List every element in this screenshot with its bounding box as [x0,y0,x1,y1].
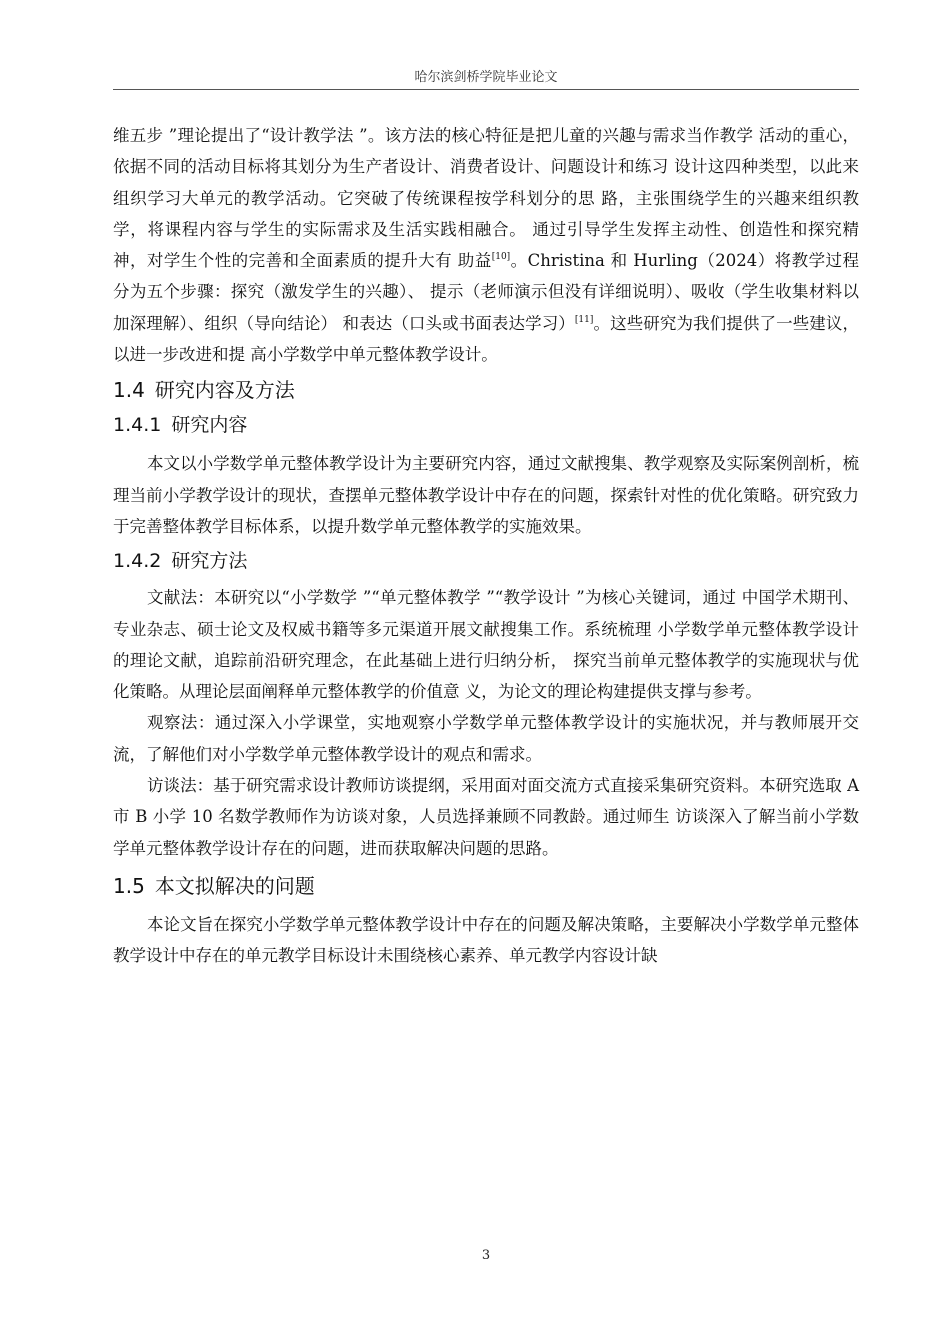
subsection-number: 1.4.1 [113,414,162,437]
section-title: 本文拟解决的问题 [154,873,315,898]
literature-method-paragraph: 文献法：本研究以“小学数学 ”“单元整体教学 ”“教学设计 ”为核心关键词，通过 中国学术期刊、专业杂志、硕士论文及权威书籍等多元渠道开展文献搜集工作。系统梳理 小学数学单元整体教学设计的理论文献，追踪前沿研究理念，在此基础上进行归纳分析， 探究当前单元整体教学的实施现状与优化策略。从理论层面阐释单元整体教学的价值意 义，为论文的理论构建提供支撑与参考。 [113,588,859,702]
section-title: 研究内容及方法 [154,378,295,403]
intro-text-b: 。Christina 和 Hurling（2024）将教学过程分为五个步骤：探究（激发学生的兴趣）、 提示（老师演示但没有详细说明）、吸收（学生收集材料以加深理解）、组织（导向结论） 和表达（口头或书面表达学习） [113,251,859,333]
subsection-number: 1.4.2 [113,550,162,573]
subsection-heading-1-4-1 [113,412,859,438]
intro-paragraph [113,120,859,370]
section-number: 1.5 [113,873,145,898]
intro-text-a: 维五步 ”理论提出了“设计教学法 ”。该方法的核心特征是把儿童的兴趣与需求当作教学 活动的重心，依据不同的活动目标将其划分为生产者设计、消费者设计、问题设计和练习 设计这四种类型，以此来组织学习大单元的教学活动。它突破了传统课程按学科划分的思 路，主张围绕学生的兴趣来组织教学，将课程内容与学生的实际需求及生活实践相融合。 通过引导学生发挥主动性、创造性和探究精神，对学生个性的完善和全面素质的提升大有 助益 [113,126,859,271]
citation-10: [10] [491,252,511,263]
observation-method-paragraph: 观察法：通过深入小学课堂，实地观察小学数学单元整体教学设计的实施状况，并与教师展开交流，了解他们对小学数学单元整体教学设计的观点和需求。 [113,713,859,764]
problems-paragraph: 本论文旨在探究小学数学单元整体教学设计中存在的问题及解决策略，主要解决小学数学单元整体教学设计中存在的单元教学目标设计未围绕核心素养、单元教学内容设计缺 [113,914,859,966]
citation-11: [11] [574,314,594,325]
subsection-title: 研究内容 [171,414,248,437]
page-number: 3 [481,1248,491,1263]
section-heading-1-5 [113,873,859,899]
running-header: 哈尔滨剑桥学院毕业论文 [414,70,558,85]
header-divider [113,89,859,90]
intro-text-c: 。这些研究为我们提供了一些建议，以进一步改进和提 高小学数学中单元整体教学设计。 [113,313,859,365]
subsection-heading-1-4-2 [113,548,859,574]
subsection-title: 研究方法 [171,550,248,573]
section-number: 1.4 [113,378,145,403]
research-content-paragraph: 本文以小学数学单元整体教学设计为主要研究内容，通过文献搜集、教学观察及实际案例剖析，梳理当前小学教学设计的现状，查摆单元整体教学设计中存在的问题，探索针对性的优化策略。研究致力于完善整体教学目标体系，以提升数学单元整体教学的实施效果。 [113,454,859,536]
section-heading-1-4 [113,377,859,403]
page-body [113,120,859,972]
interview-method-paragraph: 访谈法：基于研究需求设计教师访谈提纲，采用面对面交流方式直接采集研究资料。本研究选取 A 市 B 小学 10 名数学教师作为访谈对象，人员选择兼顾不同教龄。通过师生 访谈深入了解当前小学数学单元整体教学设计存在的问题，进而获取解决问题的思路。 [113,776,859,858]
